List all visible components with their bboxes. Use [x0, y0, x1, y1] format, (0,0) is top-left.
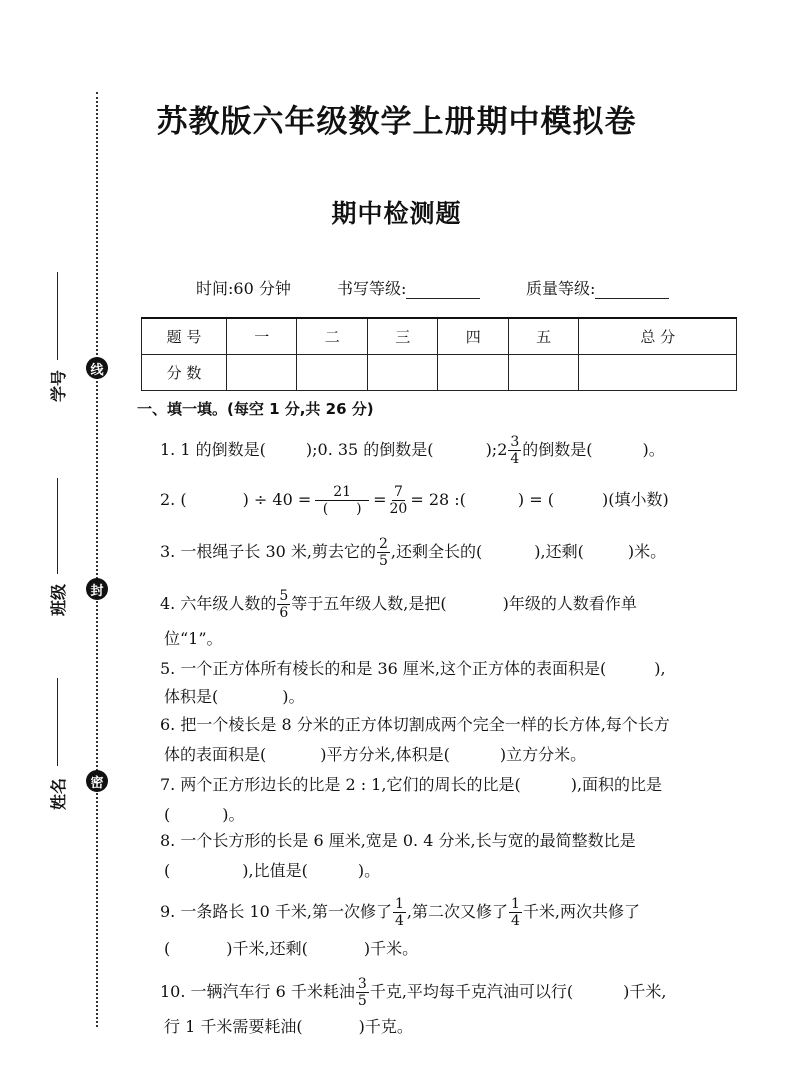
q2-fraction-2: [388, 484, 410, 517]
question-10: [160, 976, 667, 1009]
writing-grade: [337, 276, 480, 299]
q9-fraction-1: [393, 896, 406, 929]
question-6-line-2: [164, 744, 586, 766]
q9-fraction-2: [509, 896, 522, 929]
q9-text-d: (: [164, 939, 171, 958]
header-cell-5: 五: [508, 318, 578, 355]
q4-fraction-num: 5: [279, 588, 289, 604]
q9-fraction-1-den: 4: [394, 913, 404, 929]
q8-text-d: )。: [357, 861, 381, 880]
q10-fraction: [356, 976, 369, 1009]
page-subtitle: 期中检测题: [331, 199, 462, 228]
quality-grade: [526, 276, 669, 299]
q5-text-b: ),: [654, 659, 666, 678]
seal-mi: 密: [86, 770, 108, 792]
q6-text-d: )立方分米。: [499, 745, 587, 764]
question-8: 8. 一个长方形的长是 6 厘米,宽是 0. 4 分米,长与宽的最简整数比是: [160, 831, 636, 850]
question-5-line-2: [164, 686, 305, 708]
question-5: [160, 658, 666, 680]
q3-fraction-num: 2: [378, 536, 388, 552]
question-2: [160, 484, 669, 517]
q3-text-b: ,还剩全长的(: [390, 542, 483, 561]
q4-fraction: [277, 588, 290, 621]
class-line[interactable]: [57, 478, 58, 574]
q10-fraction-den: 5: [357, 993, 367, 1009]
name-label: 姓名: [48, 777, 68, 810]
q10-fraction-num: 3: [357, 976, 367, 992]
q10-text-a: 10. 一辆汽车行 6 千米耗油: [160, 982, 355, 1001]
q5-text-d: )。: [282, 687, 305, 706]
q7-text-c: (: [164, 805, 171, 824]
q1-text-e: )。: [642, 440, 665, 459]
score-cell-5[interactable]: [508, 355, 578, 391]
q1-text-d: 的倒数是(: [522, 440, 593, 459]
section-title: 一、填一填。(每空 1 分,共 26 分): [137, 400, 374, 418]
q1-fraction-den: 4: [510, 451, 520, 467]
seal-xian: 线: [86, 357, 108, 379]
score-table-score-row: [142, 355, 737, 391]
q7-text-b: ),面积的比是: [570, 775, 663, 794]
q10-text-e: )千克。: [358, 1017, 413, 1036]
q2-equals: =: [373, 490, 387, 509]
student-id-field[interactable]: [40, 272, 74, 412]
q3-text-d: )米。: [627, 542, 667, 561]
q2-fraction-2-num: 7: [393, 484, 403, 500]
score-cell-4[interactable]: [438, 355, 508, 391]
q9-text-f: )千米。: [363, 939, 419, 958]
score-row-label: 分 数: [142, 355, 227, 391]
quality-grade-label: 质量等级:: [526, 279, 596, 298]
question-8-line-2: [164, 860, 380, 882]
q3-fraction: [377, 536, 390, 569]
q2-text-d: ) = (: [517, 490, 554, 509]
q2-text-e: )(填小数): [601, 490, 669, 509]
q2-text-c: = 28 :(: [410, 490, 466, 509]
header-cell-number: 题 号: [142, 318, 227, 355]
question-1: [160, 434, 665, 467]
q2-fraction-2-den: 20: [389, 501, 408, 517]
question-7-line-2: [164, 804, 245, 826]
q4-text-c: )年级的人数看作单: [502, 594, 637, 613]
header-cell-1: 一: [227, 318, 297, 355]
q9-text-c: 千米,两次共修了: [522, 902, 641, 921]
score-table: [141, 317, 737, 391]
question-7: [160, 774, 662, 796]
q5-text-c: 体积是(: [164, 687, 219, 706]
writing-grade-blank[interactable]: [406, 280, 480, 299]
q1-fraction: [508, 434, 521, 467]
student-id-line[interactable]: [57, 272, 58, 360]
question-9: [160, 896, 640, 929]
q2-fraction-1: [315, 484, 369, 517]
q4-text-a: 4. 六年级人数的: [160, 594, 277, 613]
score-cell-3[interactable]: [367, 355, 437, 391]
q1-text-b: );0. 35 的倒数是(: [305, 440, 434, 459]
q10-text-c: )千米,: [623, 982, 667, 1001]
score-cell-total[interactable]: [579, 355, 737, 391]
page-title: 苏教版六年级数学上册期中模拟卷: [156, 104, 637, 140]
question-3: [160, 536, 666, 569]
q9-fraction-2-num: 1: [511, 896, 520, 912]
question-6: 6. 把一个棱长是 8 分米的正方体切割成两个完全一样的长方体,每个长方: [160, 715, 670, 734]
header-cell-4: 四: [438, 318, 508, 355]
name-field[interactable]: [40, 678, 74, 820]
q10-text-b: 千克,平均每千克汽油可以行(: [369, 982, 574, 1001]
q1-text-c: );2: [485, 440, 508, 459]
quality-grade-blank[interactable]: [595, 280, 669, 299]
student-id-label: 学号: [48, 369, 68, 402]
q9-fraction-1-num: 1: [394, 896, 404, 912]
q6-text-b: 体的表面积是(: [164, 745, 267, 764]
q10-text-d: 行 1 千米需要耗油(: [164, 1017, 303, 1036]
class-field[interactable]: [40, 478, 74, 628]
score-cell-1[interactable]: [227, 355, 297, 391]
score-table-header-row: [142, 318, 737, 355]
q9-text-b: ,第二次又修了: [406, 902, 508, 921]
q2-text-b: ) ÷ 40 =: [242, 490, 312, 509]
q1-text-a: 1. 1 的倒数是(: [160, 440, 266, 459]
q2-fraction-1-den: ( ): [322, 501, 362, 517]
q5-text-a: 5. 一个正方体所有棱长的和是 36 厘米,这个正方体的表面积是(: [160, 659, 607, 678]
header-cell-total: 总 分: [579, 318, 737, 355]
q3-fraction-den: 5: [378, 553, 388, 569]
q9-text-e: )千米,还剩(: [226, 939, 308, 958]
question-10-line-2: [164, 1016, 413, 1038]
q7-text-d: )。: [222, 805, 245, 824]
q1-fraction-num: 3: [510, 434, 520, 450]
q3-text-a: 3. 一根绳子长 30 米,剪去它的: [160, 542, 376, 561]
q4-text-b: 等于五年级人数,是把(: [291, 594, 447, 613]
q7-text-a: 7. 两个正方形边长的比是 2 : 1,它们的周长的比是(: [160, 775, 521, 794]
q2-text-a: 2. (: [160, 490, 187, 509]
q2-fraction-1-num: 21: [315, 484, 369, 501]
header-cell-2: 二: [297, 318, 367, 355]
q8-text-b: (: [164, 861, 171, 880]
question-4: [160, 588, 637, 621]
q4-fraction-den: 6: [279, 605, 289, 621]
q6-text-c: )平方分米,体积是(: [320, 745, 450, 764]
writing-grade-label: 书写等级:: [337, 279, 407, 298]
q9-text-a: 9. 一条路长 10 千米,第一次修了: [160, 902, 392, 921]
name-line[interactable]: [57, 678, 58, 766]
question-4-line-2: 位“1”。: [164, 629, 223, 648]
header-cell-3: 三: [367, 318, 437, 355]
seal-feng: 封: [86, 578, 108, 600]
q9-fraction-2-den: 4: [511, 913, 520, 929]
question-9-line-2: [164, 938, 418, 960]
q8-text-c: ),比值是(: [242, 861, 308, 880]
class-label: 班级: [48, 583, 68, 616]
binding-dotted-line: [96, 92, 98, 1027]
score-cell-2[interactable]: [297, 355, 367, 391]
time-info: 时间:60 分钟: [196, 279, 291, 298]
q3-text-c: ),还剩(: [534, 542, 584, 561]
